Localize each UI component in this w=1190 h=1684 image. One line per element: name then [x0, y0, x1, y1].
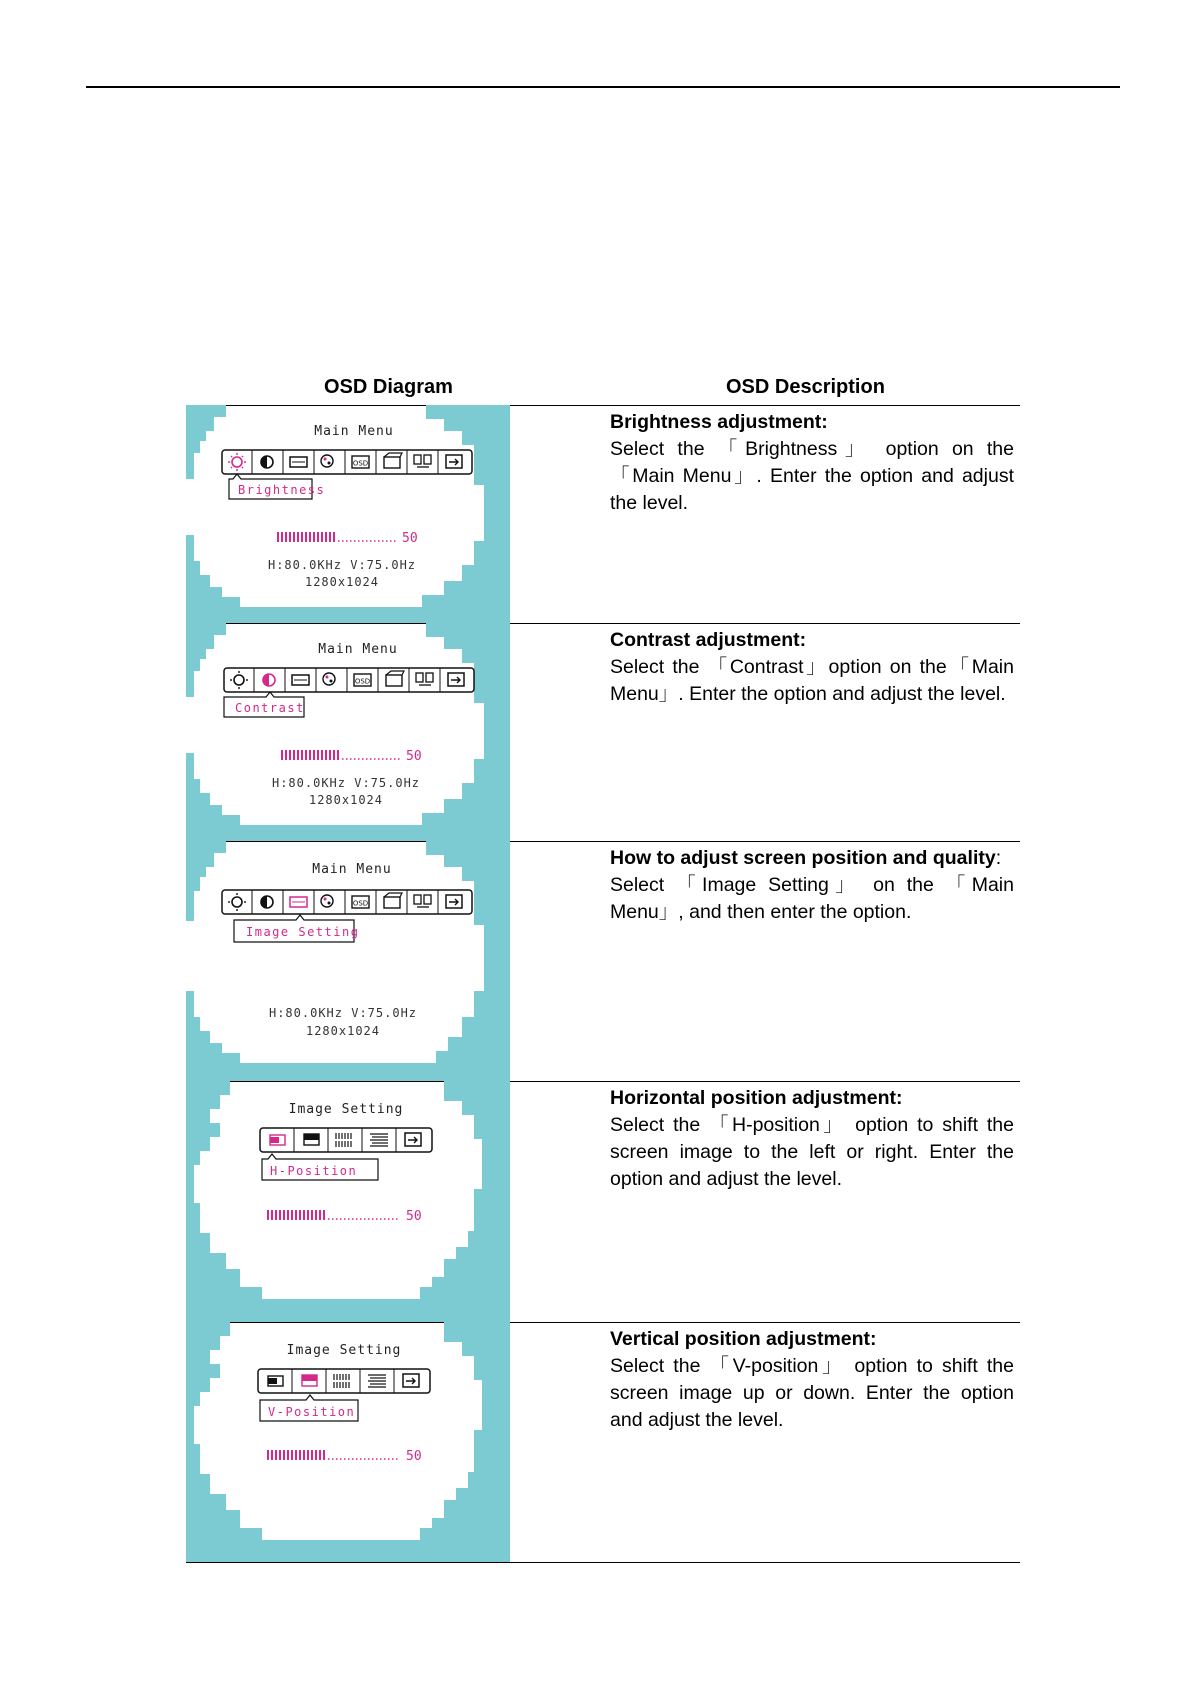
osd-level-value: 50 [406, 749, 422, 764]
osd-diagram-image-setting [186, 841, 510, 1081]
svg-text:OSD: OSD [352, 459, 369, 468]
osd-title: Main Menu [318, 642, 398, 657]
osd-label-text: Image Setting [246, 925, 360, 939]
osd-resolution: 1280x1024 [304, 575, 380, 589]
osd-label-text: Contrast [235, 701, 305, 715]
osd-diagram-brightness [186, 405, 510, 623]
description-body: Select the 「Contrast」option on the「Main Menu」. Enter the option and adjust the level. [610, 656, 1014, 705]
description-body: Select the 「H-position」 option to shift the screen image to the left or right. Enter the option and adjust the level. [610, 1114, 1014, 1190]
osd-title: Image Setting [286, 1343, 402, 1358]
osd-diagram-h-position [186, 1081, 510, 1322]
osd-level-bar [268, 1450, 398, 1460]
table-row-brightness [186, 405, 1020, 623]
heading-text: How to adjust screen position and quality [610, 847, 996, 869]
description-heading: Vertical position adjustment: [610, 1328, 877, 1350]
description-heading: Brightness adjustment: [610, 411, 828, 433]
osd-selection-label [229, 474, 325, 499]
osd-selection-label [262, 1154, 378, 1180]
osd-selection-label [224, 692, 305, 717]
osd-level-value: 50 [402, 531, 418, 546]
osd-icon-bar [260, 1128, 432, 1152]
osd-icon-bar [224, 668, 474, 692]
table-row-v-position [186, 1322, 1020, 1562]
description-image-setting [610, 845, 1014, 926]
osd-selection-label [234, 915, 359, 942]
osd-diagram-contrast [186, 623, 510, 841]
description-heading [610, 845, 1014, 872]
top-rule [86, 86, 1120, 88]
table-row-contrast [186, 623, 1020, 841]
osd-icon-bar [222, 450, 472, 474]
description-heading: Contrast adjustment: [610, 629, 807, 651]
table-row-image-setting [186, 841, 1020, 1081]
table-row-h-position [186, 1081, 1020, 1322]
description-body: Select the 「Brightness」 option on the 「Main Menu」. Enter the option and adjust the level. [610, 438, 1014, 514]
osd-label-text: Brightness [238, 483, 326, 497]
osd-resolution: 1280x1024 [308, 793, 384, 807]
description-brightness [610, 409, 1014, 517]
osd-screen-background [186, 1081, 510, 1322]
osd-frequency: H:80.0KHz V:75.0Hz [271, 776, 421, 790]
osd-frequency: H:80.0KHz V:75.0Hz [267, 558, 417, 572]
osd-diagram-v-position [186, 1322, 510, 1562]
osd-title: Main Menu [312, 862, 392, 877]
osd-icon-bar [222, 890, 472, 914]
osd-screen-background [186, 841, 510, 1081]
osd-level-bar [268, 1210, 398, 1220]
osd-level-bar [282, 750, 400, 760]
svg-text:OSD: OSD [354, 677, 371, 686]
table-bottom-rule [186, 1562, 1020, 1563]
osd-level-value: 50 [406, 1449, 422, 1464]
heading-colon: : [995, 847, 1002, 869]
osd-level-bar [278, 532, 396, 542]
header-osd-description: OSD Description [726, 376, 885, 398]
description-h-position [610, 1085, 1014, 1193]
header-osd-diagram: OSD Diagram [324, 376, 453, 398]
osd-level-value: 50 [406, 1209, 422, 1224]
osd-label-text: V-Position [268, 1405, 356, 1419]
description-heading: Horizontal position adjustment: [610, 1087, 903, 1109]
osd-title: Image Setting [288, 1102, 404, 1117]
description-body: Select 「Image Setting」 on the 「Main Menu」, and then enter the option. [610, 874, 1014, 923]
osd-title: Main Menu [314, 424, 394, 439]
description-v-position [610, 1326, 1014, 1434]
osd-label-text: H-Position [270, 1164, 358, 1178]
osd-screen-background [186, 1322, 510, 1562]
osd-frequency: H:80.0KHz V:75.0Hz [268, 1006, 418, 1020]
osd-resolution: 1280x1024 [305, 1024, 381, 1038]
description-body: Select the 「V-position」 option to shift the screen image up or down. Enter the option and adjust the level. [610, 1355, 1014, 1431]
description-contrast [610, 627, 1014, 708]
osd-icon-bar [258, 1369, 430, 1393]
svg-text:OSD: OSD [352, 899, 369, 908]
osd-selection-label [260, 1395, 358, 1421]
